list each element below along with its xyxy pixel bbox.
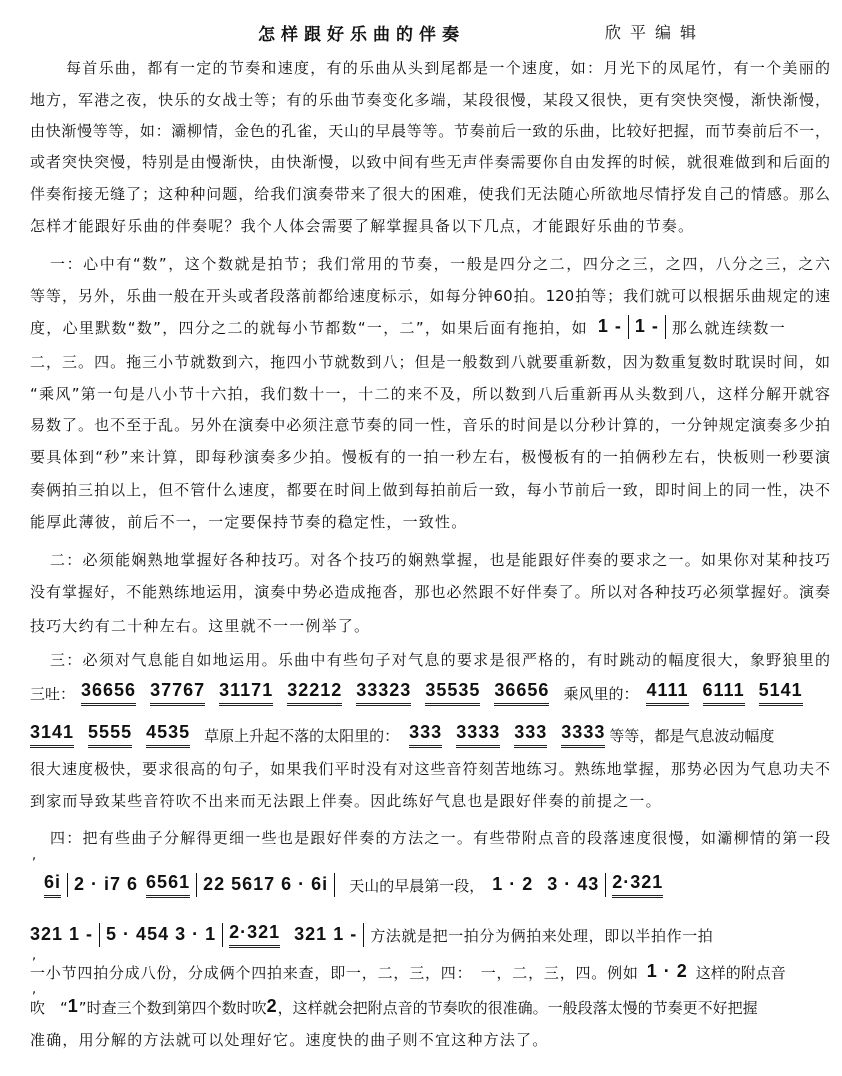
note-group: 36656 [494, 680, 549, 706]
note-group: 3141 [30, 722, 74, 748]
note-group: 2·321 [229, 922, 280, 948]
note-group: 36656 [81, 680, 136, 706]
text-segment: 吹 “ [30, 998, 68, 1017]
text-line: 很大速度极快，要求很高的句子，如果我们平时没有对这些音符刻苦地练习。熟练地掌握，那势必因为气息功夫不 [30, 760, 830, 778]
text-line: 由快渐慢等等，如：灞柳情，金色的孔雀，天山的早晨等等。节奏前后一致的乐曲，比较好把握，而节奏前后不一， [30, 122, 830, 140]
text-line: 到家而导致某些音符吹不出来而无法跟上伴奏。因此练好气息也是跟好伴奏的前提之一。 [30, 792, 662, 810]
text-line: 三：必须对气息能自如地运用。乐曲中有些句子对气息的要求是很严格的，有时跳动的幅度很大，象野狼里的 [50, 651, 830, 669]
note-group: 33323 [356, 680, 411, 706]
note-group: 6561 [146, 872, 190, 898]
note: 2 [266, 995, 278, 1016]
text-line: 四：把有些曲子分解得更细一些也是跟好伴奏的方法之一。有些带附点音的段落速度很慢，如灞柳情的第一段 [50, 829, 830, 847]
text-line: 或者突快突慢，特别是由慢渐快，由快渐慢，以致中间有些无声伴奏需要你自由发挥的时候，就很难做到和后面的 [30, 153, 830, 171]
editor-credit: 欣平编辑 [605, 23, 706, 42]
note-group: 35535 [425, 680, 480, 706]
barline [605, 873, 606, 897]
text-line: 能厚此薄彼，前后不一，一定要保持节奏的稳定性，一致性。 [30, 513, 468, 531]
breath-mark: , [32, 848, 37, 863]
text-segment: ”时查三个数到第四个数时吹 [78, 998, 267, 1017]
text-segment: ，这样就会把附点音的节奏吹的很准确。一般段落太慢的节奏更不好把握 [277, 998, 758, 1017]
note-group: 2·321 [612, 872, 663, 898]
notation-line [30, 718, 830, 752]
breath-mark: , [32, 982, 37, 997]
text-line: 奏俩拍三拍以上，但不管什么速度，都要在时间上做到每拍前后一致，每小节前后一致，即时间上的同一性，决不 [30, 481, 830, 499]
text-line: 没有掌握好，不能熟练地运用，演奏中势必造成拖沓，那也必然跟不好伴奏了。所以对各种技巧必须掌握好。演奏 [30, 583, 830, 601]
note: - [651, 315, 659, 336]
note-group: 1 · 2 [646, 960, 688, 981]
notation-line [30, 676, 830, 710]
note-group: 2 · i7 6 [74, 873, 139, 894]
note-group: 3333 [456, 722, 500, 748]
note: 1 [67, 995, 79, 1016]
notation-line [30, 310, 830, 344]
text-line: 怎样才能跟好乐曲的伴奏呢？我个人体会需要了解掌握具备以下几点，才能跟好乐曲的节奏。 [30, 217, 695, 235]
breath-mark: , [32, 948, 37, 963]
note-group: 3333 [561, 722, 605, 748]
note: 1 [597, 315, 609, 336]
text-segment: 度，心里默数“数”，四分之二的就每小节都数“一，二”，如果后面有拖拍，如 [30, 318, 588, 337]
barline [222, 923, 223, 947]
text-line: 地方，军港之夜，快乐的女战士等；有的乐曲节奏变化多端，某段很慢，某段又很快，更有突快突慢，渐快渐慢， [30, 91, 830, 109]
text-line: 二，三。四。拖三小节就数到六，拖四小节就数到八；但是一般数到八就要重新数，因为数重复数时耽误时间，如 [30, 353, 830, 371]
note-group: 31171 [219, 680, 273, 706]
text-line: 技巧大约有二十种左右。这里就不一一例举了。 [30, 617, 371, 635]
note-group: 37767 [150, 680, 205, 706]
text-line: 每首乐曲，都有一定的节奏和速度，有的乐曲从头到尾都是一个速度，如：月光下的凤尾竹，有一个美丽的 [66, 59, 830, 77]
text-segment: 那么就连续数一 [671, 318, 787, 337]
notation-line [30, 990, 830, 1024]
text-line: 等等，另外，乐曲一般在开头或者段落前都给速度标示，如每分钟60拍。120拍等；我们就可以根据乐曲规定的速 [30, 287, 830, 305]
barline [196, 873, 197, 897]
text-segment: 三吐： [30, 684, 76, 703]
note-group: 321 1 - [30, 923, 94, 944]
text-segment: 天山的早晨第一段， [349, 876, 485, 895]
text-line: 要具体到“秒”来计算，即每秒演奏多少拍。慢板有的一拍一秒左右，极慢板有的一拍俩秒左右，快板则一秒要演 [30, 448, 830, 466]
barline [628, 315, 629, 339]
text-segment: 乘风里的： [563, 684, 639, 703]
note-group: 1 · 2 [492, 873, 534, 894]
note-group: 5 · 454 3 · 1 [106, 923, 217, 944]
note-group: 6111 [703, 680, 745, 706]
text-segment: 草原上升起不落的太阳里的： [204, 726, 400, 745]
text-line: “乘风”第一句是八小节十六拍，我们数十一，十二的来不及，所以数到八后重新再从头数到八，这样分解开就容 [30, 385, 830, 403]
text-segment: 一小节四拍分成八份，分成俩个四拍来查，即一，二，三，四： 一，二，三，四。例如 [30, 963, 639, 982]
text-segment: 方法就是把一拍分为俩拍来处理，即以半拍作一拍 [370, 926, 714, 945]
barline [99, 923, 100, 947]
notation-line [44, 868, 830, 902]
text-segment: 等等，都是气息波动幅度 [609, 726, 775, 745]
barline [665, 315, 666, 339]
text-segment: 这样的附点音 [695, 963, 786, 982]
note-group: 321 1 - [294, 923, 358, 944]
note-group: 333 [409, 722, 442, 748]
barline [67, 873, 68, 897]
note-group: 22 5617 6 · 6i [203, 873, 329, 894]
text-line: 准确，用分解的方法就可以处理好它。速度快的曲子则不宜这种方法了。 [30, 1031, 549, 1049]
note-group: 5555 [88, 722, 132, 748]
barline [363, 923, 364, 947]
note-group: 3 · 43 [547, 873, 600, 894]
text-line: 易数了。也不至于乱。另外在演奏中必须注意节奏的同一性，音乐的时间是以分秒计算的，一分钟规定演奏多少拍 [30, 416, 830, 434]
notation-line [30, 955, 830, 989]
barline [334, 873, 335, 897]
note-group: 333 [514, 722, 547, 748]
note-group: 32212 [287, 680, 342, 706]
note-group: 4111 [646, 680, 688, 706]
note: - [614, 315, 622, 336]
text-line: 一：心中有“数”，这个数就是拍节；我们常用的节奏，一般是四分之二，四分之三，之四，八分之三，之六 [50, 255, 830, 273]
page-title: 怎样跟好乐曲的伴奏 [258, 25, 465, 45]
note-group: 4535 [146, 722, 190, 748]
note-group: 6i [44, 872, 61, 898]
note-group: 5141 [759, 680, 803, 706]
text-line: 二：必须能娴熟地掌握好各种技巧。对各个技巧的娴熟掌握，也是能跟好伴奏的要求之一。如果你对某种技巧 [50, 551, 830, 569]
notation-line [30, 918, 830, 952]
text-line: 伴奏衔接无缝了；这种种问题，给我们演奏带来了很大的困难，使我们无法随心所欲地尽情抒发自己的情感。那么 [30, 185, 830, 203]
note: 1 [634, 315, 646, 336]
